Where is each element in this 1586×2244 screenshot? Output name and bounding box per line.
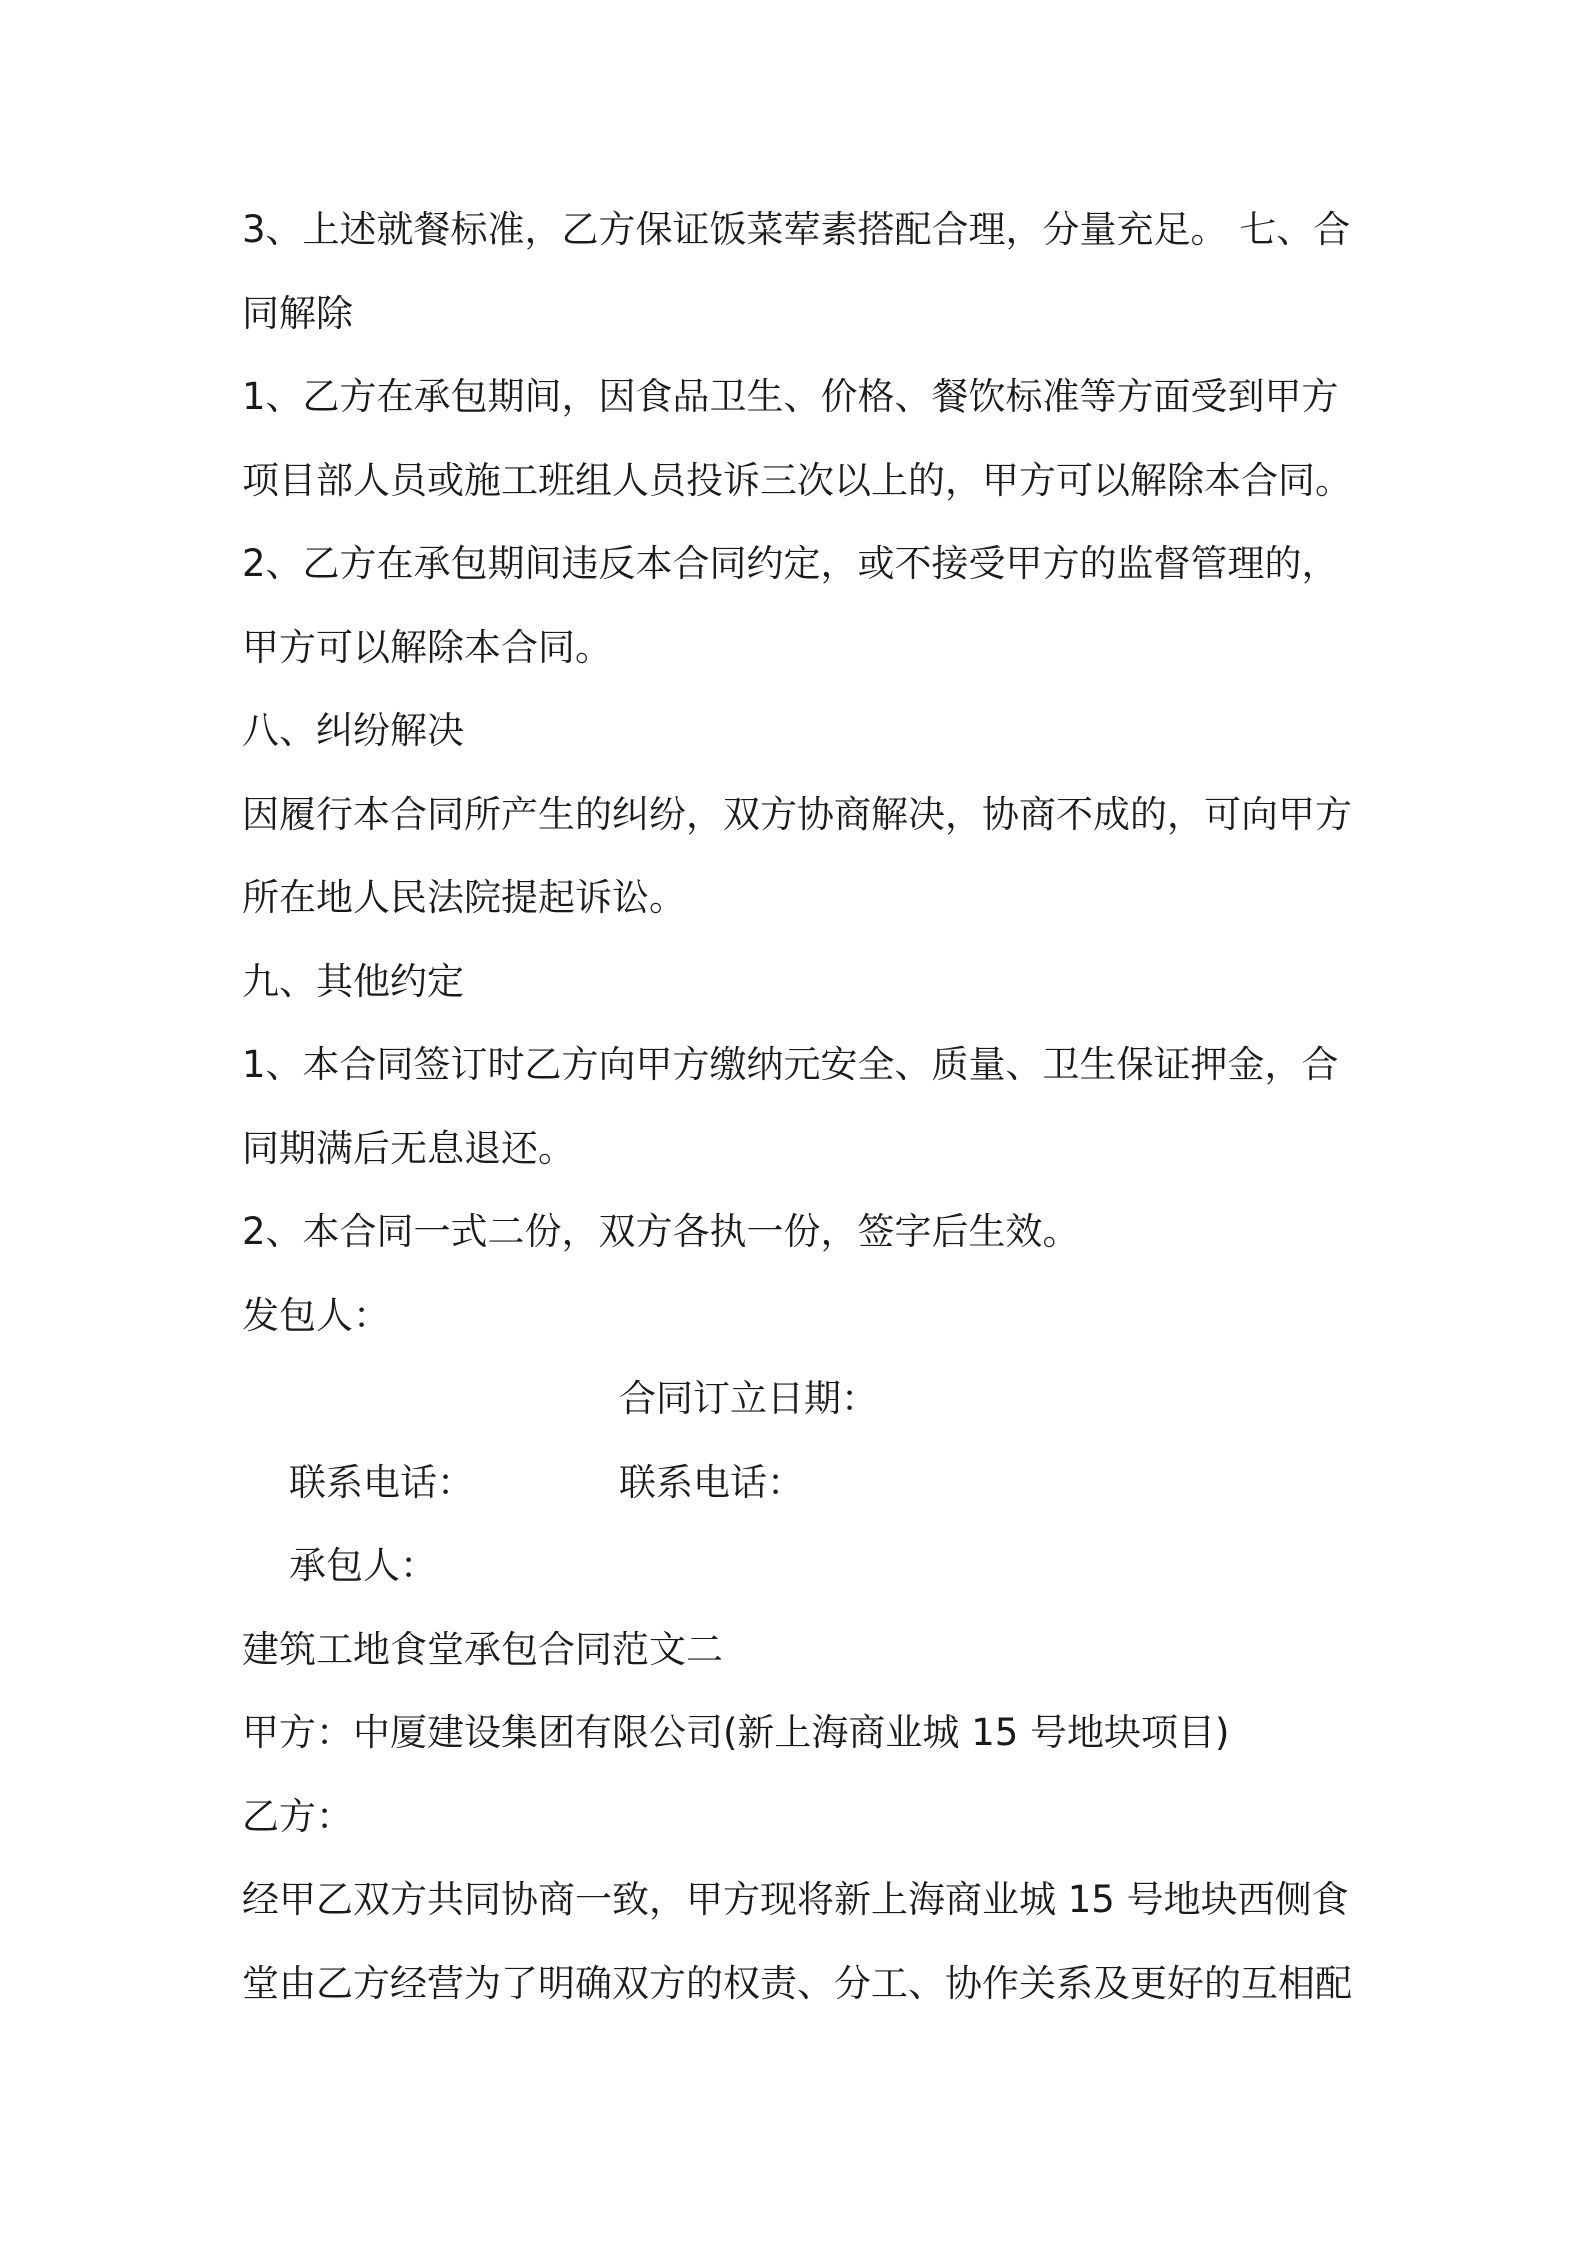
issuer-label: 发包人： [242, 1293, 390, 1337]
clause-line: 1、本合同签订时乙方向甲方缴纳元安全、质量、卫生保证押金，合 [242, 1043, 1339, 1086]
document-title: 建筑工地食堂承包合同范文二 [242, 1627, 723, 1671]
clause-line: 同期满后无息退还。 [242, 1126, 575, 1170]
party-a-line: 甲方：中厦建设集团有限公司(新上海商业城 15 号地块项目) [242, 1711, 1230, 1754]
section-heading: 八、纠纷解决 [242, 709, 464, 752]
signing-date-label: 合同订立日期： [619, 1377, 878, 1420]
clause-line: 1、乙方在承包期间，因食品卫生、价格、餐饮标准等方面受到甲方 [242, 375, 1339, 418]
paragraph-line: 因履行本合同所产生的纠纷，双方协商解决，协商不成的，可向甲方 [242, 792, 1352, 836]
paragraph-line: 所在地人民法院提起诉讼。 [242, 876, 686, 919]
paragraph-line: 同解除 [242, 291, 353, 335]
paragraph-line: 经甲乙双方共同协商一致，甲方现将新上海商业城 15 号地块西侧食 [242, 1878, 1349, 1921]
clause-line: 2、本合同一式二份，双方各执一份，签字后生效。 [242, 1210, 1080, 1253]
clause-line: 2、乙方在承包期间违反本合同约定，或不接受甲方的监督管理的， [242, 542, 1339, 585]
clause-line: 甲方可以解除本合同。 [242, 625, 612, 669]
issuer-phone-label: 联系电话： [289, 1460, 475, 1504]
signature-row [242, 1441, 1354, 1587]
paragraph-line: 3、上述就餐标准，乙方保证饭菜荤素搭配合理，分量充足。 七、合 [242, 208, 1351, 251]
section-heading: 九、其他约定 [242, 959, 464, 1003]
document-page [242, 188, 1354, 2025]
party-b-line: 乙方： [242, 1794, 353, 1838]
clause-line: 项目部人员或施工班组人员投诉三次以上的，甲方可以解除本合同。 [242, 458, 1352, 502]
signature-row [242, 1357, 1354, 1504]
contractor-phone-label: 联系电话： [619, 1460, 804, 1504]
paragraph-line: 堂由乙方经营为了明确双方的权责、分工、协作关系及更好的互相配 [242, 1961, 1352, 2005]
contractor-label: 承包人： [289, 1544, 438, 1587]
